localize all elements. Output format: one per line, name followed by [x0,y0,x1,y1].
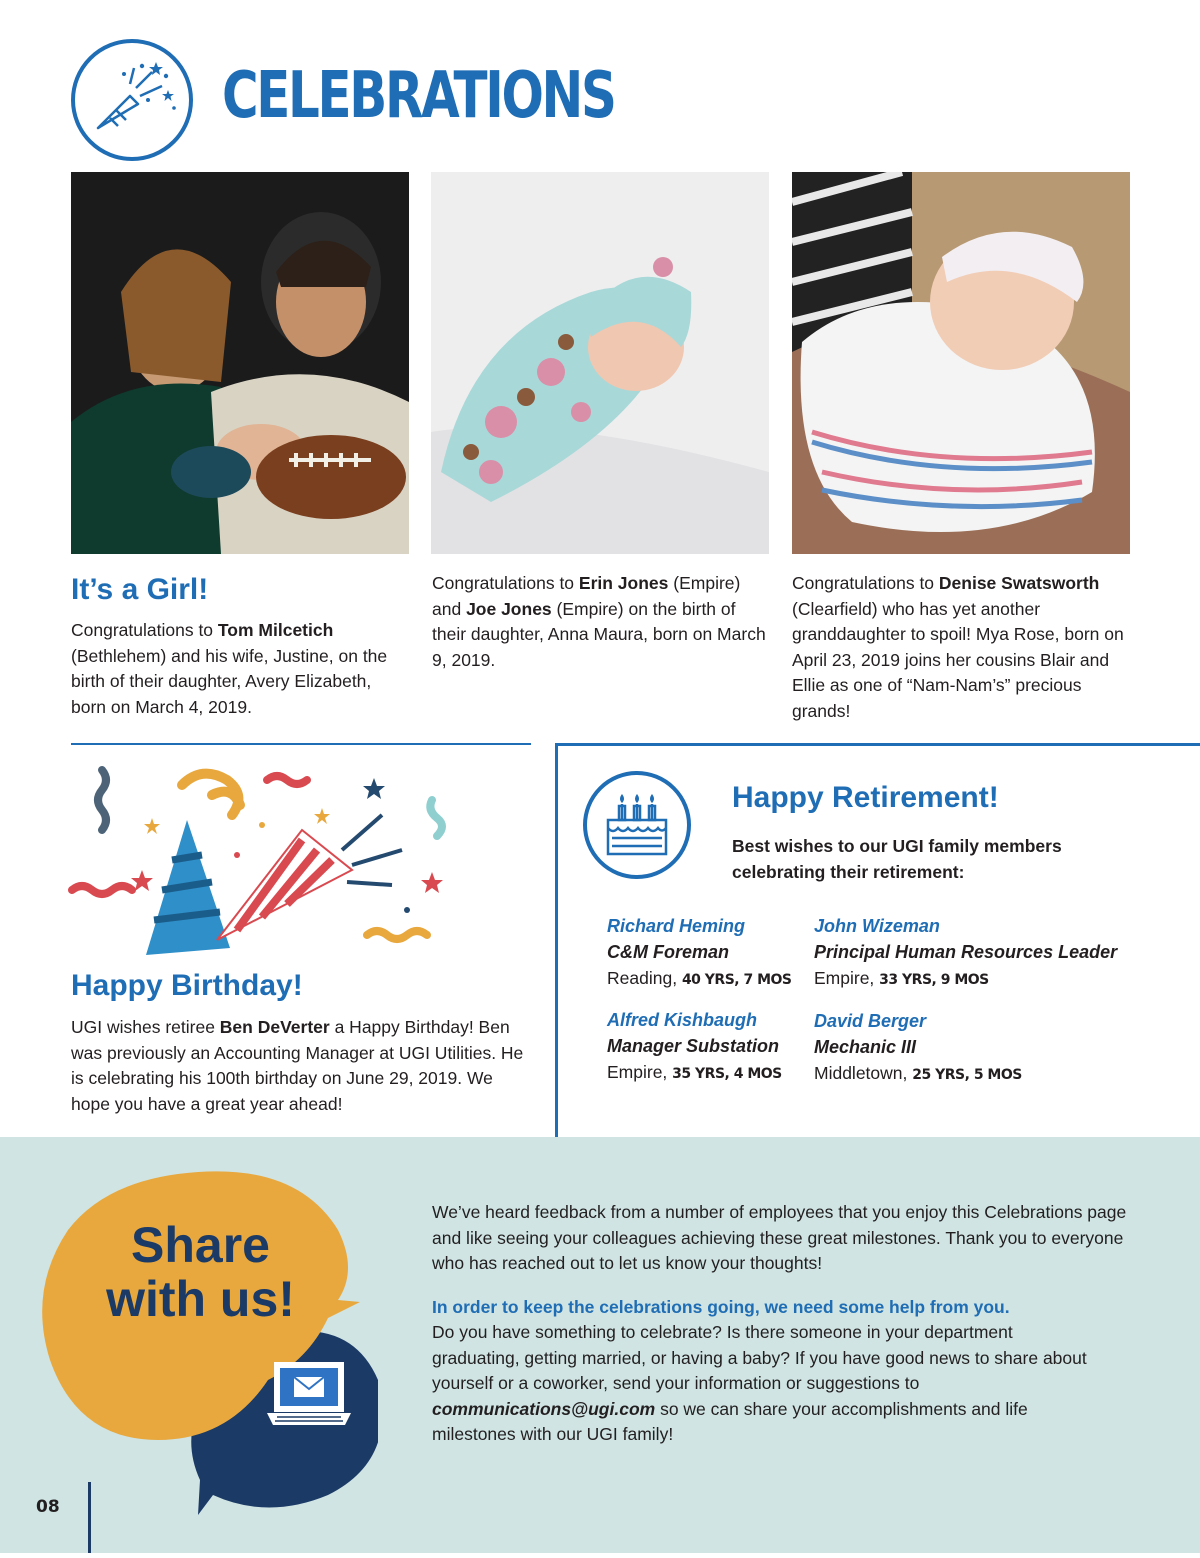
retiree-name: David Berger [814,1011,927,1031]
retiree-card [814,913,1194,993]
retiree-tenure: Middletown, 25 YRS, 5 MOS [814,1063,1022,1083]
employee-name: Ben DeVerter [219,1017,330,1037]
retirement-heading: Happy Retirement! [732,781,999,814]
employee-name: Joe Jones [466,598,552,619]
retiree-tenure: Empire, 33 YRS, 9 MOS [814,968,989,988]
newborn-photo [792,172,1130,554]
birth-heading: It’s a Girl! [71,573,209,606]
retiree-card [607,1007,807,1087]
retiree-name: Alfred Kishbaugh [607,1010,758,1030]
newborn-photo [431,172,769,554]
page-title: CELEBRATIONS [222,59,615,133]
share-intro-paragraph: We’ve heard feedback from a number of employees that you enjoy this Celebrations page and like seeing your colleagues achieving these great milestones. Thank you to everyone who has reached out to let us know your thoughts! [432,1202,1127,1274]
birth-announcement-milcetich: Congratulations to Tom Milcetich (Bethlehem) and his wife, Justine, on the birth of their daughter, Avery Elizabeth, born on March 4, 2019. [71,620,388,717]
share-callout: In order to keep the celebrations going, we need some help from you. [432,1297,1010,1317]
share-instructions: Do you have something to celebrate? Is there someone in your department graduating, getting married, or having a baby? If you have good news to share about yourself or a coworker, send your information or suggestions to communications@ugi.com so we can share your accomplishments and life milestones with our UGI family! [432,1322,1087,1445]
employee-name: Denise Swatsworth [938,573,1100,593]
page-number: 08 [36,1497,60,1517]
retiree-tenure: Reading, 40 YRS, 7 MOS [607,968,792,988]
retiree-role: Principal Human Resources Leader [814,942,1118,962]
retiree-card [607,913,807,993]
share-bubble-text: Share with us! [106,1217,295,1327]
employee-name: Tom Milcetich [217,620,334,640]
retiree-role: Manager Substation [607,1036,780,1056]
footer-rule [88,1482,91,1553]
laptop-email-icon [265,1361,353,1431]
retiree-tenure: Empire, 35 YRS, 4 MOS [607,1062,782,1082]
birth-announcement-jones: Congratulations to Erin Jones (Empire) and Joe Jones (Empire) on the birth of their daughter, Anna Maura, born on March 9, 2019. [432,573,766,670]
section-divider [555,743,1200,746]
retiree-name: Richard Heming [607,916,746,936]
birthday-heading: Happy Birthday! [71,969,303,1002]
section-divider [555,743,558,1137]
birthday-cake-icon [582,770,692,880]
retiree-name: John Wizeman [814,916,940,936]
retiree-role: Mechanic III [814,1037,917,1057]
birth-announcement-swatsworth: Congratulations to Denise Swatsworth (Clearfield) who has yet another granddaughter to spoil! Mya Rose, born on April 23, 2019 joins her cousins Blair and Ellie as one of “Nam-Nam’s” precious grands! [792,573,1124,721]
email-link[interactable]: communications@ugi.com [432,1398,656,1419]
family-photo [71,172,409,554]
party-popper-icon [70,38,194,162]
retiree-role: C&M Foreman [607,942,730,962]
birthday-message: UGI wishes retiree Ben DeVerter a Happy Birthday! Ben was previously an Accounting Manager at UGI Utilities. He is celebrating his 100th birthday on June 29, 2019. We hope you have a great year ahead! [71,1017,524,1114]
retiree-card [814,1008,1194,1088]
party-hats-icon [62,760,472,965]
retirement-intro: Best wishes to our UGI family members celebrating their retirement: [732,836,1062,882]
section-divider [71,743,531,745]
employee-name: Erin Jones [578,573,669,593]
